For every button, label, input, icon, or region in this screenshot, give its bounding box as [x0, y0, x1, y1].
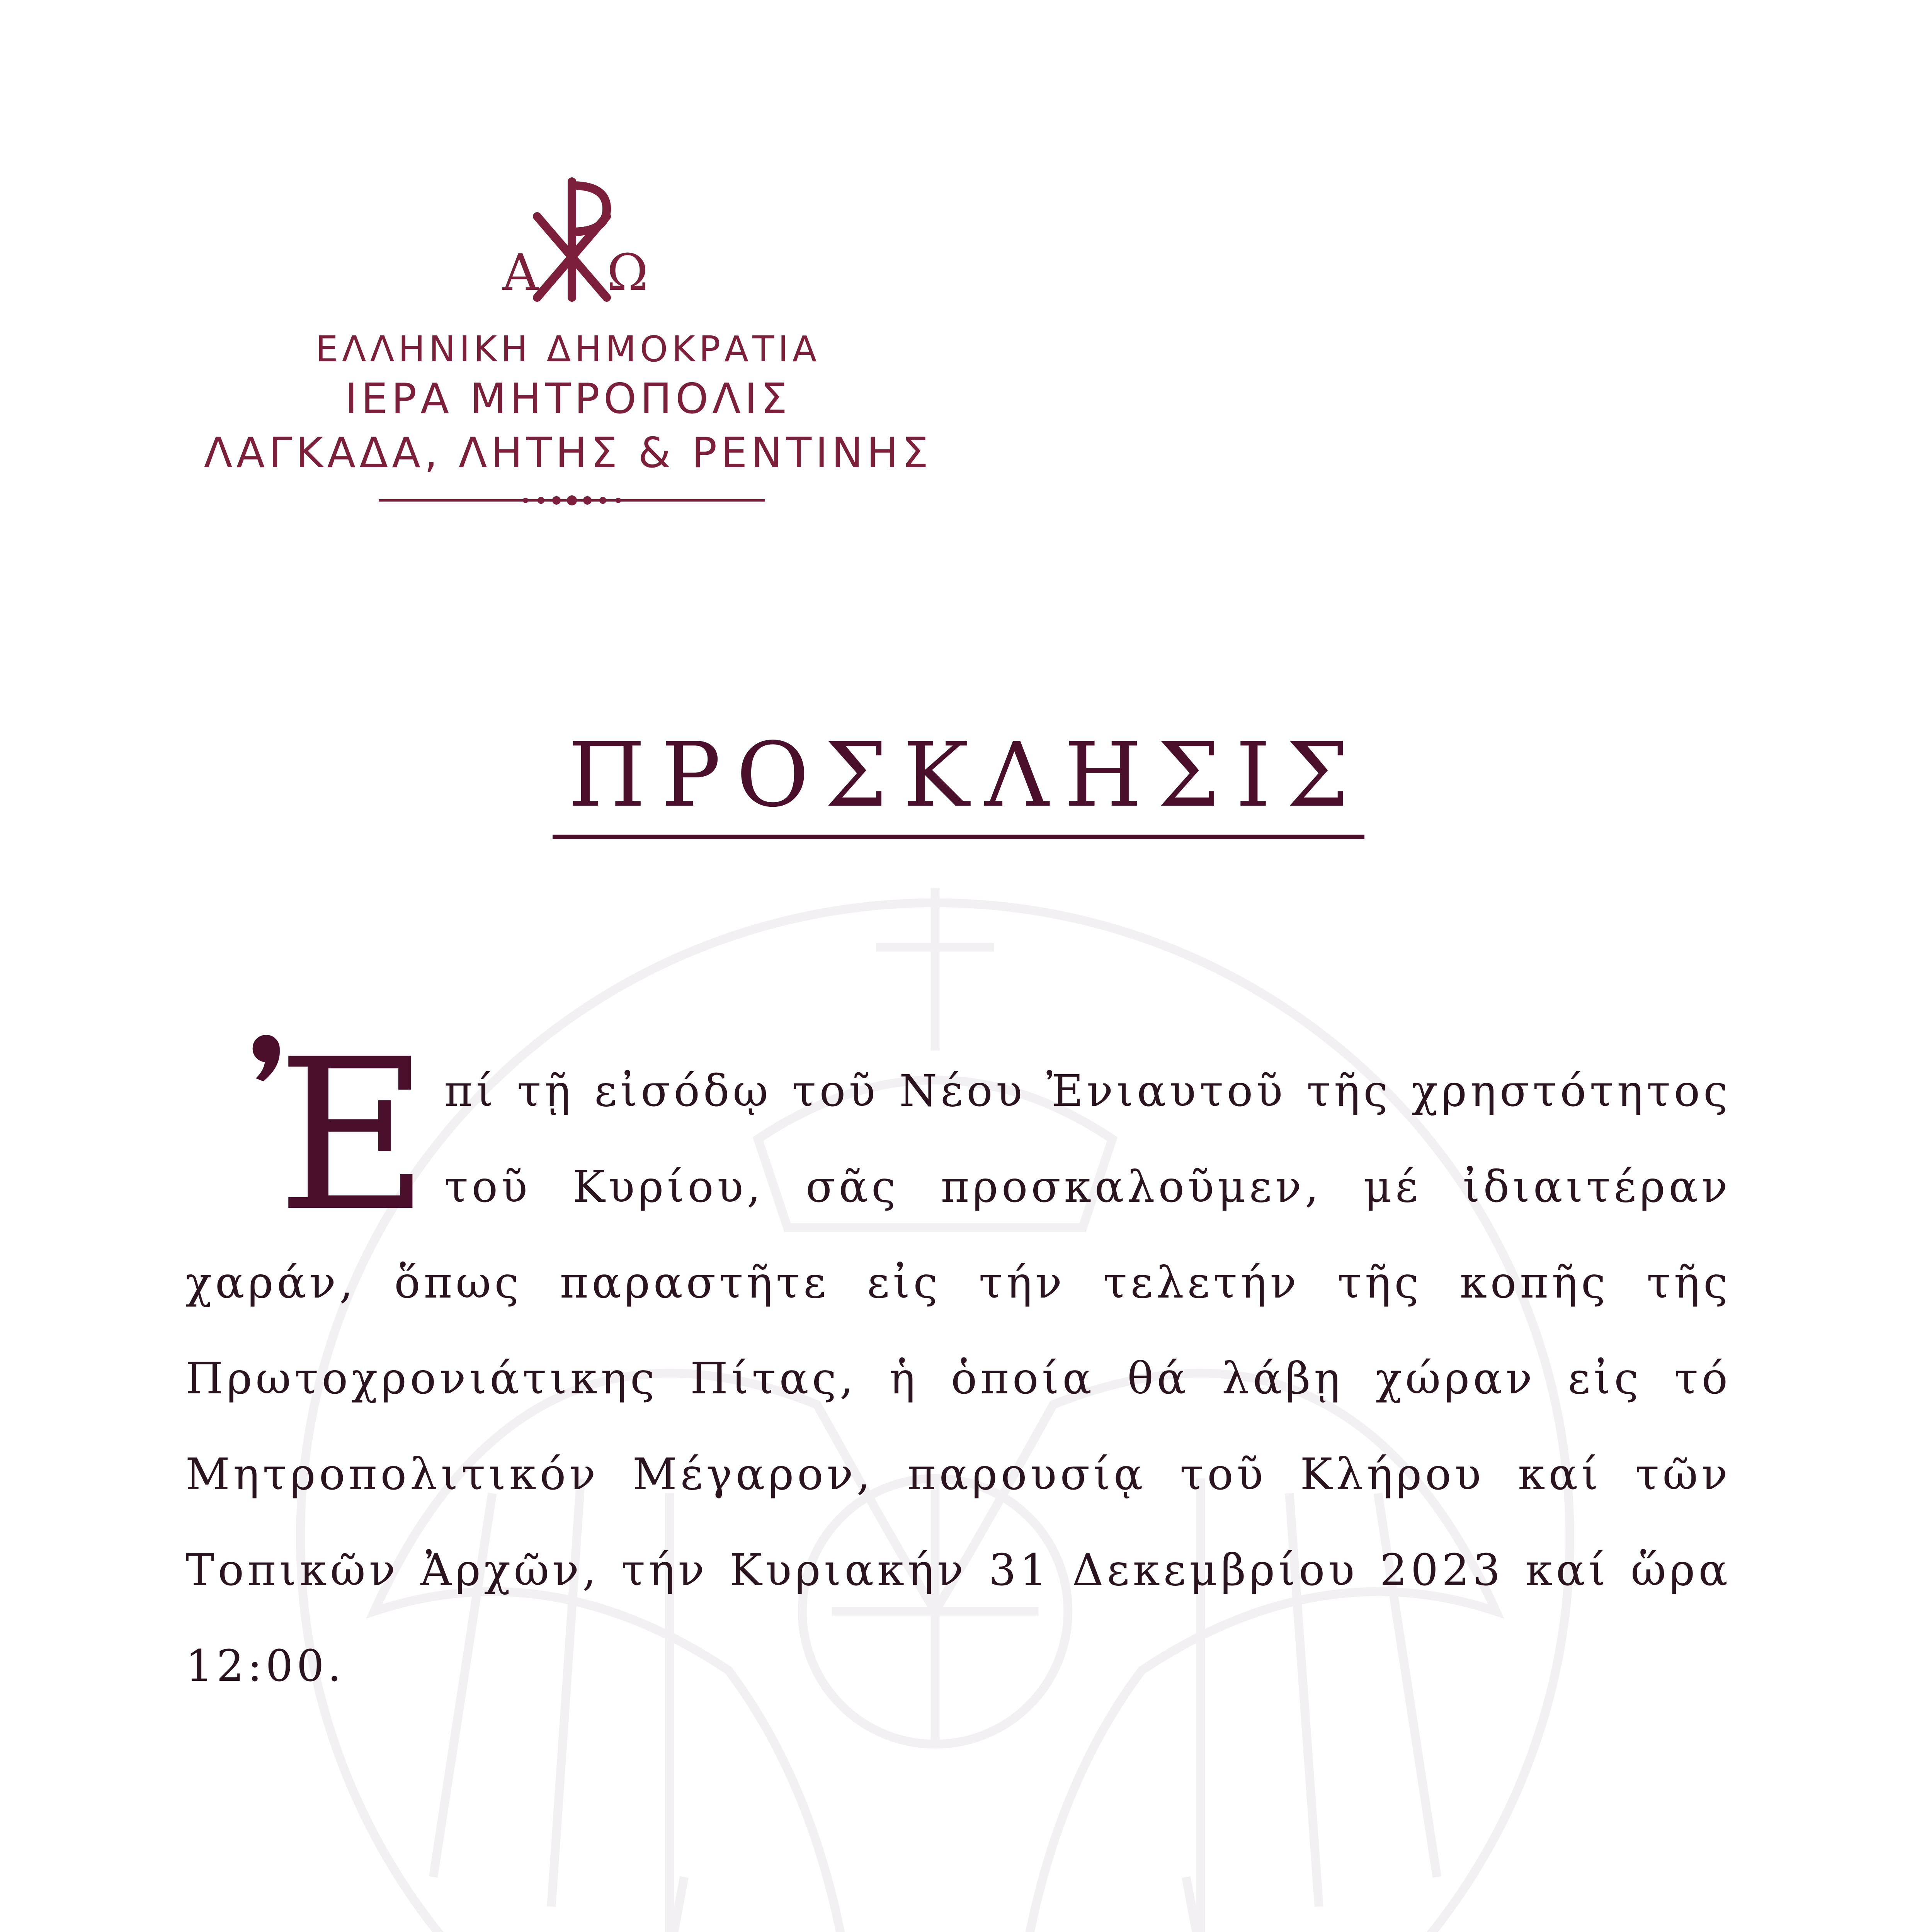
- drop-cap: Ἐ: [251, 1015, 433, 1257]
- invitation-body: [185, 1015, 1731, 1714]
- signature-block: [495, 1913, 1732, 1932]
- header-line-dioceses: ΛΑΓΚΑΔΑ, ΛΗΤΗΣ & ΡΕΝΤΙΝΗΣ: [204, 429, 932, 477]
- metropolis-header: [185, 170, 951, 518]
- chi-rho-icon: [495, 170, 649, 309]
- header-line-republic: ΕΛΛΗΝΙΚΗ ΔΗΜΟΚΡΑΤΙΑ: [315, 328, 821, 370]
- title-text: ΠΡΟΣΚΛΗΣΙΣ: [553, 724, 1364, 839]
- header-line-metropolis: ΙΕΡΑ ΜΗΤΡΟΠΟΛΙΣ: [345, 375, 791, 423]
- ornamental-divider: [379, 493, 765, 508]
- invitation-text: πί τῇ εἰσόδῳ τοῦ Νέου Ἐνιαυτοῦ τῆς χρηστότητος τοῦ Κυρίου, σᾶς προσκαλοῦμεν, μέ ἰδιαιτέραν χαράν, ὅπως παραστῆτε εἰς τήν τελετήν τῆς κοπῆς τῆς Πρωτοχρονιάτικης Πίτας, ἡ ὁποία θά λάβῃ χώραν εἰς τό Μητροπολιτικόν Μέγαρον, παρουσίᾳ τοῦ Κλήρου καί τῶν Τοπικῶν Ἀρχῶν, τήν Κυριακήν 31 Δεκεμβρίου 2023 καί ὥρα 12:00.: [185, 1066, 1731, 1691]
- page-title: [0, 724, 1917, 827]
- omega-letter: Ω: [607, 243, 648, 302]
- closing-greeting: [495, 1913, 1732, 1932]
- alpha-letter: Α: [502, 243, 539, 302]
